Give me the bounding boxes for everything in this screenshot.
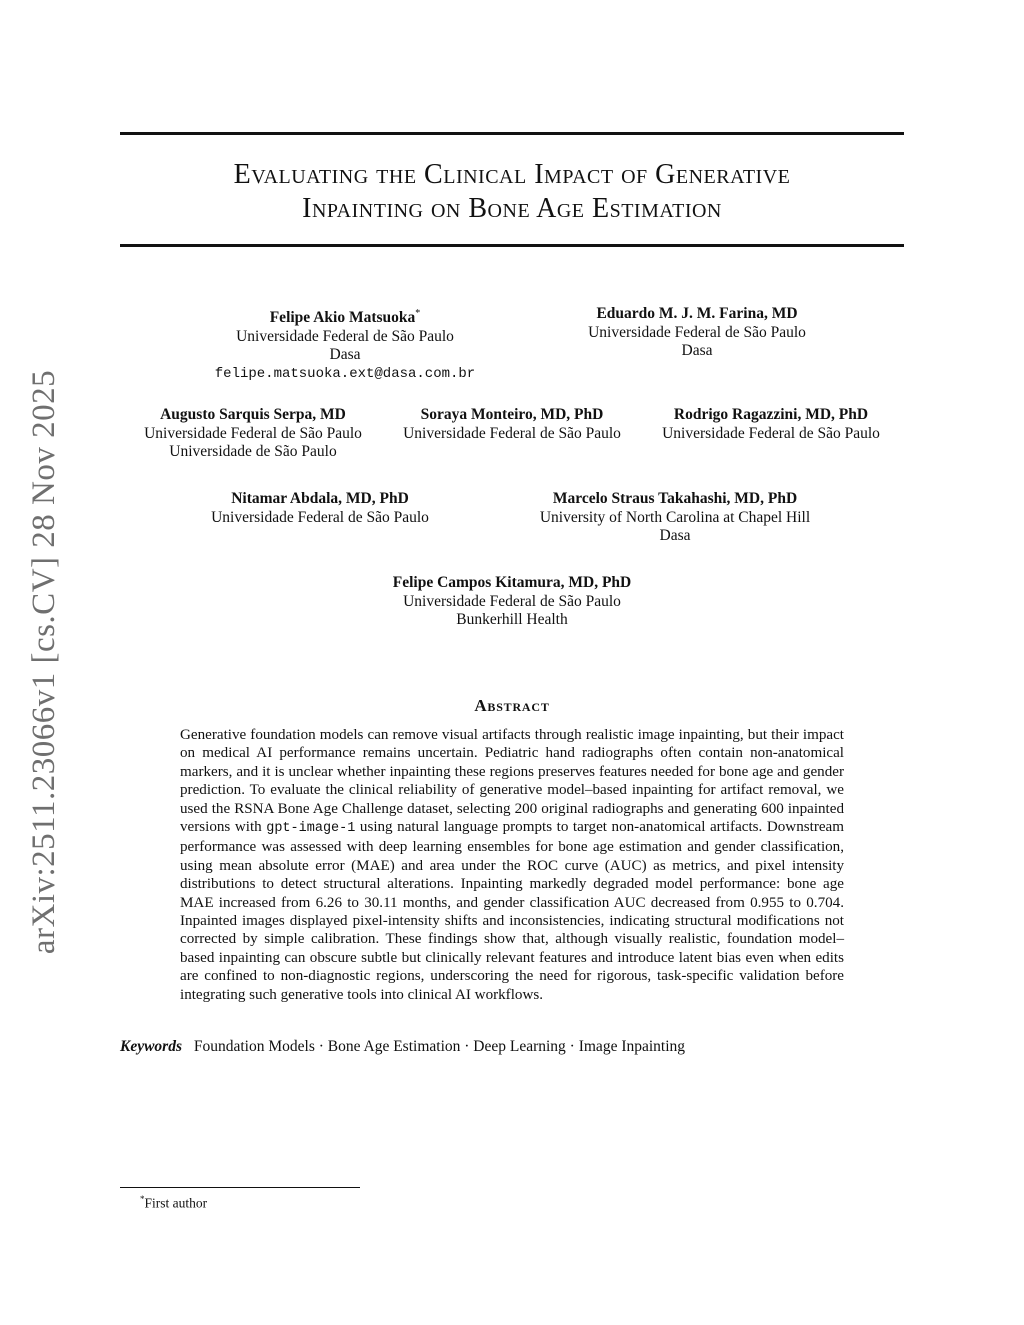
paper-title (120, 158, 904, 226)
abstract-body (180, 726, 844, 1004)
footnote-mark: * (140, 1194, 145, 1204)
keywords-line (120, 1037, 904, 1056)
author-affiliation: University of North Carolina at Chapel Hill (539, 508, 811, 526)
abstract-heading: Abstract (474, 696, 550, 715)
author-affiliation: Universidade Federal de São Paulo (662, 424, 880, 442)
title-top-rule (120, 132, 904, 135)
title-bottom-rule (120, 244, 904, 247)
arxiv-identifier: arXiv:2511.23066v1 [cs.CV] 28 Nov 2025 (26, 369, 62, 955)
author-name: Felipe Akio Matsuoka* (269, 308, 421, 327)
author-email[interactable]: felipe.matsuoka.ext@dasa.com.br (214, 365, 476, 382)
author-affiliation: Universidade Federal de São Paulo (403, 424, 621, 442)
footnote-text: First author (144, 1195, 208, 1211)
author-name: Nitamar Abdala, MD, PhD (231, 490, 409, 507)
author-block (377, 406, 647, 443)
footnote (140, 1191, 207, 1212)
author-name: Marcelo Straus Takahashi, MD, PhD (552, 490, 798, 507)
keywords-label: Keywords (120, 1038, 182, 1055)
abstract-text: Generative foundation models can remove visual artifacts through realistic image inpainting, but their impact on medical AI performance remains uncertain. Pediatric hand radiographs often contain non-anatomical markers, and it is unclear whether inpainting these regions preserves features needed for bone age and gender prediction. To evaluate the clinical reliability of generative model–based inpainting for artifact removal, we used the RSNA Bone Age Challenge dataset, selecting 200 original radiographs and generating 600 inpainted versions with (180, 727, 844, 836)
author-name: Soraya Monteiro, MD, PhD (420, 406, 604, 423)
abstract-text: using natural language prompts to target non-anatomical artifacts. Downstream performance was assessed with deep learning ensembles for bone age estimation and gender classification, using mean absolute error (MAE) and area under the ROC curve (AUC) as metrics, and pixel intensity distributions to detect structural alterations. Inpainting markedly degraded model performance: bone age MAE increased from 6.26 to 30.11 months, and gender classification AUC decreased from 0.955 to 0.704. Inpainted images displayed pixel-intensity shifts and inconsistencies, indicating structural modifications not corrected by simple calibration. These findings show that, although visually realistic, foundation model–based inpainting can obscure subtle but clinically relevant features and introduce latent bias even when edits are confined to non-diagnostic regions, underscoring the need for rigorous, task-specific validation before integrating such generative tools into clinical AI workflows. (180, 819, 844, 1003)
footnote-rule (120, 1187, 360, 1188)
author-block (515, 490, 835, 546)
author-footnote-mark: * (415, 308, 421, 319)
author-affiliation: Bunkerhill Health (456, 611, 568, 628)
author-name: Rodrigo Ragazzini, MD, PhD (673, 406, 869, 423)
author-block (636, 406, 906, 443)
author-affiliation: Dasa (329, 346, 361, 364)
author-name: Augusto Sarquis Serpa, MD (160, 406, 346, 423)
author-block (118, 406, 388, 462)
author-affiliation: Universidade Federal de São Paulo (236, 327, 454, 345)
author-name: Felipe Campos Kitamura, MD, PhD (392, 574, 632, 591)
author-block (352, 574, 672, 630)
author-affiliation: Universidade Federal de São Paulo (211, 508, 429, 526)
title-line-2: Inpainting on Bone Age Estimation (302, 193, 722, 224)
author-block (180, 490, 460, 527)
author-block (547, 305, 847, 361)
abstract-model-name: gpt-image-1 (266, 821, 356, 837)
author-affiliation: Universidade Federal de São Paulo (403, 592, 621, 610)
author-affiliation: Universidade de São Paulo (169, 443, 337, 460)
author-affiliation: Universidade Federal de São Paulo (144, 424, 362, 442)
author-block (195, 305, 495, 383)
author-affiliation: Dasa (681, 342, 713, 359)
author-name: Eduardo M. J. M. Farina, MD (596, 305, 798, 322)
keywords-list: Foundation Models · Bone Age Estimation · Deep Learning · Image Inpainting (193, 1038, 686, 1055)
title-line-1: Evaluating the Clinical Impact of Generative (233, 159, 791, 190)
author-affiliation: Dasa (659, 527, 691, 544)
author-affiliation: Universidade Federal de São Paulo (588, 323, 806, 341)
